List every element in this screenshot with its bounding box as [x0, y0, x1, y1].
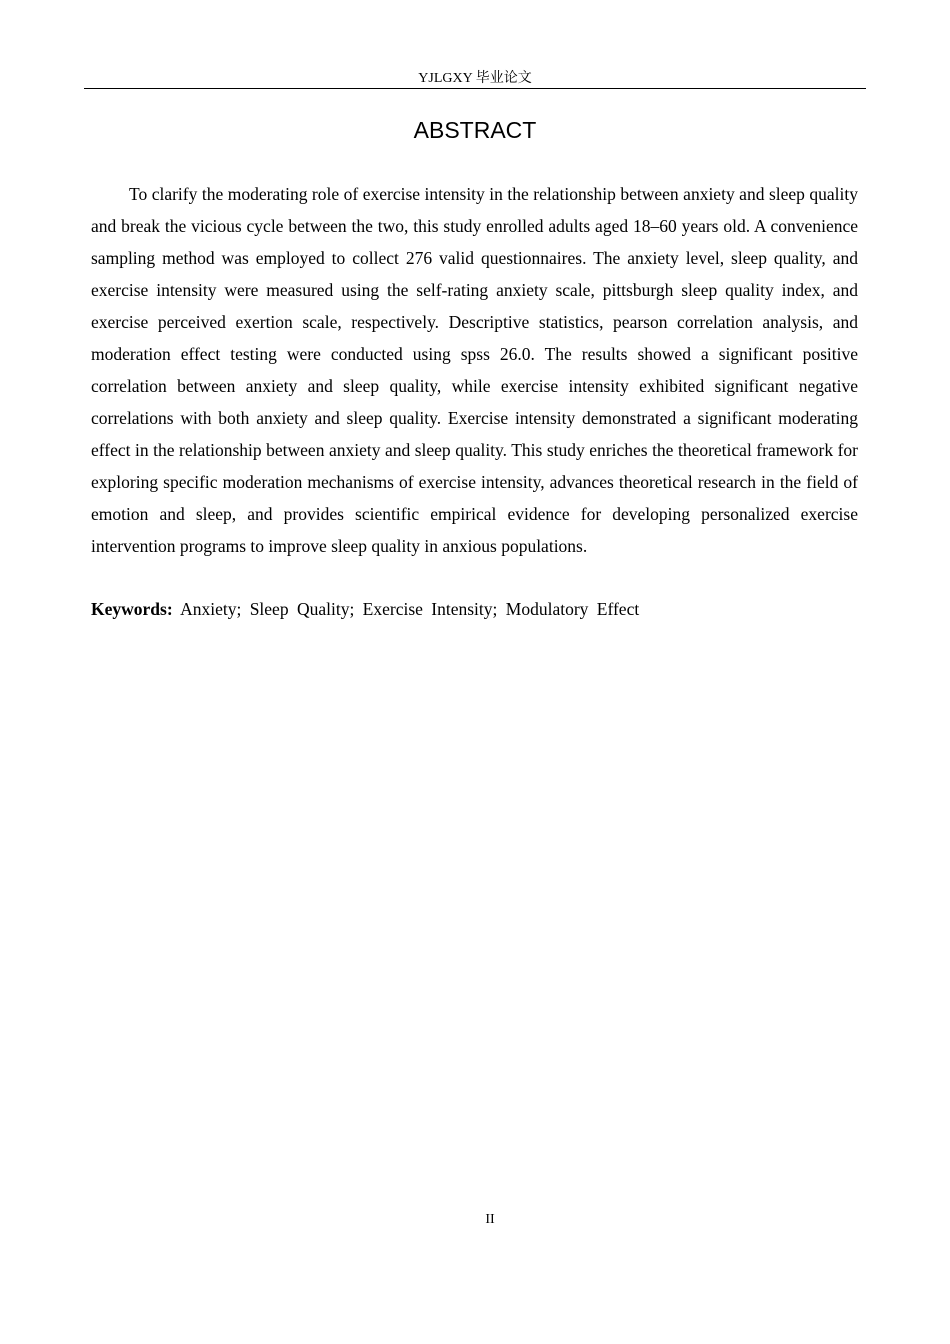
- page-number: II: [485, 1212, 495, 1227]
- abstract-title: ABSTRACT: [413, 117, 537, 143]
- abstract-body: To clarify the moderating role of exercise intensity in the relationship between anxiety and sleep quality and break the vicious cycle between the two, this study enrolled adults aged 18–60 years old. A convenience sampling method was employed to collect 276 valid questionnaires. The anxiety level, sleep quality, and exercise intensity were measured using the self-rating anxiety scale, pittsburgh sleep quality index, and exercise perceived exertion scale, respectively. Descriptive statistics, pearson correlation analysis, and moderation effect testing were conducted using spss 26.0. The results showed a significant positive correlation between anxiety and sleep quality, while exercise intensity exhibited significant negative correlations with both anxiety and sleep quality. Exercise intensity demonstrated a significant moderating effect in the relationship between anxiety and sleep quality. This study enriches the theoretical framework for exploring specific moderation mechanisms of exercise intensity, advances theoretical research in the field of emotion and sleep, and provides scientific empirical evidence for developing personalized exercise intervention programs to improve sleep quality in anxious populations.: [91, 184, 858, 556]
- keywords-label: Keywords:: [91, 599, 173, 619]
- keywords-line: [91, 593, 858, 625]
- running-header: YJLGXY 毕业论文: [418, 71, 532, 86]
- header-rule: [84, 88, 866, 89]
- keywords-text: Anxiety; Sleep Quality; Exercise Intensity; Modulatory Effect: [180, 599, 640, 619]
